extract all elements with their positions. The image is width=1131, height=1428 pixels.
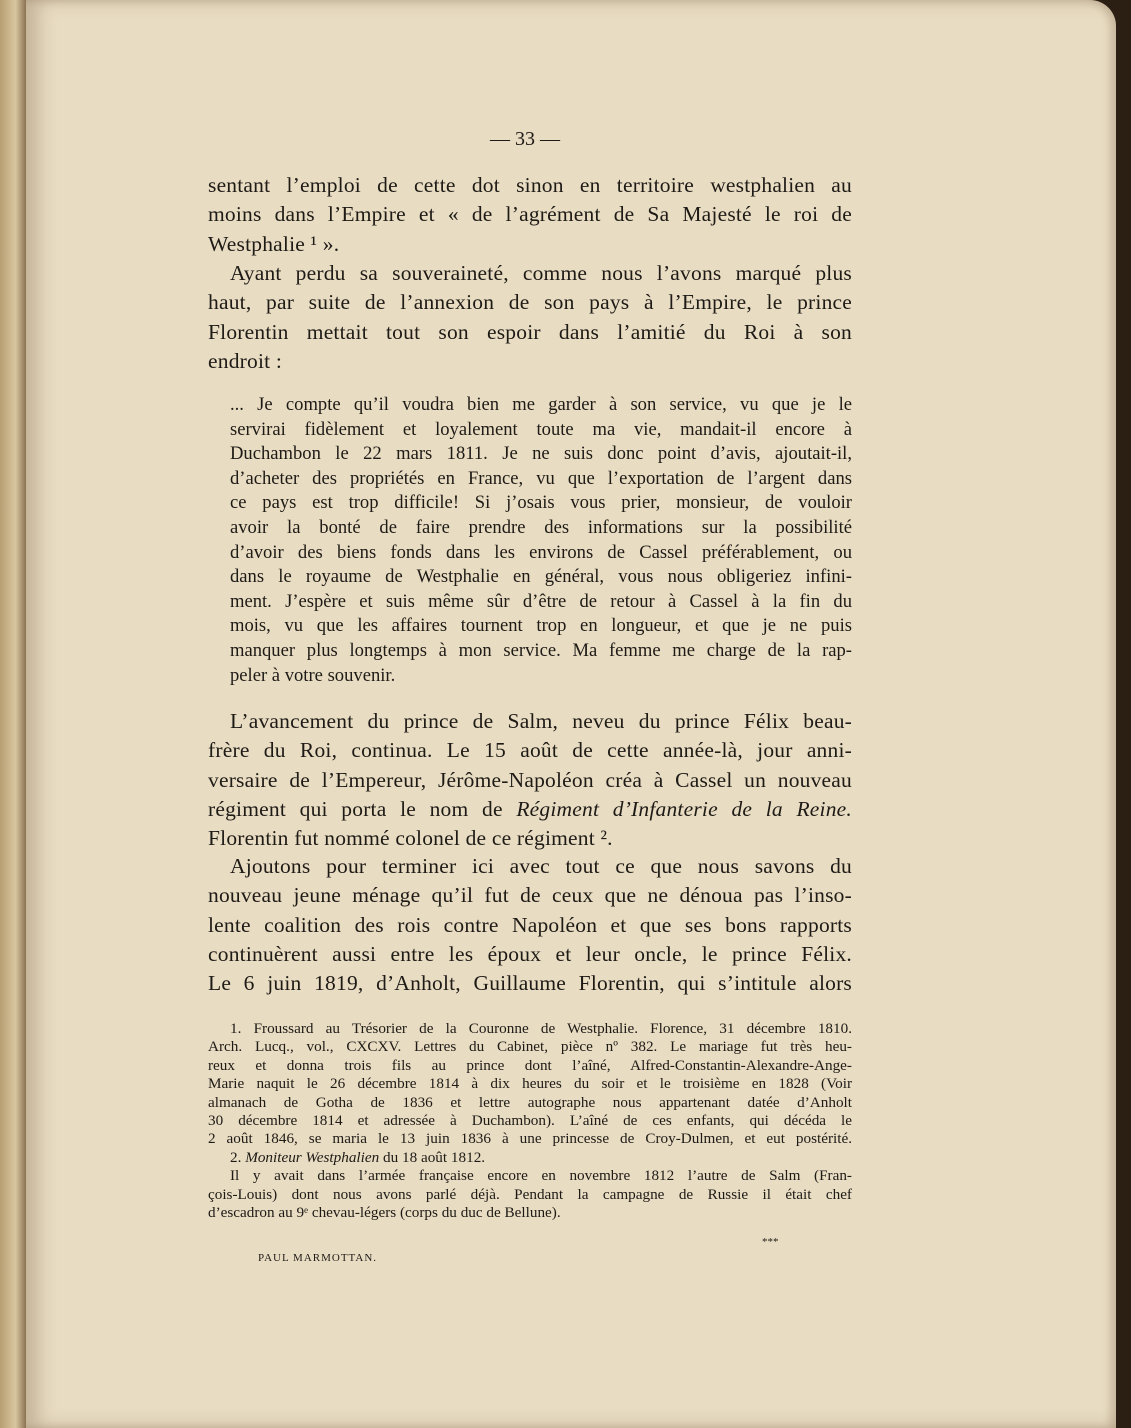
text-line: nouveau jeune ménage qu’il fut de ceux que ne dénoua pas l’inso- — [208, 883, 852, 908]
footnote-line: Arch. Lucq., vol., CXCXV. Lettres du Cabinet, pièce nº 382. Le mariage fut très heu- — [208, 1038, 852, 1056]
quote-line: servirai fidèlement et loyalement toute ma vie, mandait-il encore à — [230, 418, 852, 440]
section-stars: *** — [762, 1236, 779, 1248]
quote-line: d’acheter des propriétés en France, vu que l’exportation de l’argent dans — [230, 467, 852, 489]
text-line: endroit : — [208, 348, 283, 373]
text-line: lente coalition des rois contre Napoléon et que ses bons rapports — [208, 912, 852, 937]
text: du 18 août 1812. — [379, 1148, 486, 1166]
text-line: frère du Roi, continua. Le 15 août de cette année-là, jour anni- — [208, 738, 852, 763]
page-number: — 33 — — [490, 128, 560, 150]
quote-line: mois, vu que les affaires tournent trop en longueur, et que je ne puis — [230, 615, 852, 637]
text-line: Westphalie ¹ ». — [208, 231, 340, 256]
footnote-line — [208, 1149, 852, 1167]
text-line: L’avancement du prince de Salm, neveu du prince Félix beau- — [230, 709, 852, 733]
footnote-line: reux et donna trois fils au prince dont l’aîné, Alfred-Constantin-Alexandre-Ange- — [208, 1056, 852, 1074]
italic-title: Moniteur Westphalien — [245, 1148, 380, 1166]
text-line: haut, par suite de l’annexion de son pays à l’Empire, le prince — [208, 290, 852, 315]
italic-title: Régiment d’Infanterie de la Reine. — [516, 796, 852, 821]
quote-line: peler à votre souvenir. — [230, 664, 396, 686]
paragraph-1 — [208, 171, 852, 259]
text-line: Ayant perdu sa souveraineté, comme nous l’avons marqué plus — [230, 261, 852, 285]
text-line: continuèrent aussi entre les époux et leur oncle, le prince Félix. — [208, 941, 852, 966]
quote-line: ... Je compte qu’il voudra bien me garder à son service, vu que je le — [230, 394, 852, 415]
text-line — [208, 795, 852, 824]
footnote-line: 1. Froussard au Trésorier de la Couronne de Westphalie. Florence, 31 décembre 1810. — [230, 1020, 852, 1037]
footnote-line: d’escadron au 9ᵉ chevau-légers (corps du duc de Bellune). — [208, 1204, 561, 1222]
quote-line: Duchambon le 22 mars 1811. Je ne suis donc point d’avis, ajoutait-il, — [230, 443, 852, 465]
text-line: Le 6 juin 1819, d’Anholt, Guillaume Florentin, qui s’intitule alors — [208, 971, 852, 996]
footnote-line: Il y avait dans l’armée française encore en novembre 1812 l’autre de Salm (Fran- — [230, 1167, 852, 1185]
footnote-line: 2 août 1846, se maria le 13 juin 1836 à une princesse de Croy-Dulmen, et eut postérité. — [208, 1130, 852, 1148]
footnote-line: almanach de Gotha de 1836 et lettre autographe nous appartenant datée d’Anholt — [208, 1093, 852, 1111]
text-line: versaire de l’Empereur, Jérôme-Napoléon créa à Cassel un nouveau — [208, 767, 852, 792]
quote-line: d’avoir des biens fonds dans les environs de Cassel préférablement, ou — [230, 541, 852, 563]
text: régiment qui porta le nom de — [208, 796, 517, 821]
footnote-line: çois-Louis) dont nous avons parlé déjà. Pendant la campagne de Russie il était chef — [208, 1185, 852, 1203]
text-line: sentant l’emploi de cette dot sinon en territoire westphalien au — [208, 173, 852, 197]
quote-line: ce pays est trop difficile! Si j’osais vous prier, monsieur, de vouloir — [230, 492, 852, 514]
quote-line: manquer plus longtemps à mon service. Ma femme me charge de la rap- — [230, 639, 852, 661]
footnote-line: Marie naquit le 26 décembre 1814 à dix heures du soir et le troisième en 1828 (Voir — [208, 1075, 852, 1093]
text-line: Ajoutons pour terminer ici avec tout ce que nous savons du — [230, 854, 852, 878]
quote-line: dans le royaume de Westphalie en général, vous nous obligeriez infini- — [230, 566, 852, 588]
quote-line: avoir la bonté de faire prendre des informations sur la possibilité — [230, 516, 852, 538]
footnotes — [208, 1020, 852, 1222]
footnote-number: 2. — [230, 1148, 246, 1166]
paragraph-4 — [208, 852, 852, 998]
quotation-block — [230, 393, 852, 688]
text-line: Florentin mettait tout son espoir dans l’amitié du Roi à son — [208, 319, 852, 344]
paragraph-2 — [208, 259, 852, 376]
quote-line: ment. J’espère et suis même sûr d’être de retour à Cassel à la fin du — [230, 590, 852, 612]
text-line: Florentin fut nommé colonel de ce régiment ². — [208, 826, 613, 851]
author-signature: PAUL MARMOTTAN. — [258, 1252, 378, 1264]
paragraph-3 — [208, 707, 852, 853]
text-line: moins dans l’Empire et « de l’agrément de Sa Majesté le roi de — [208, 202, 852, 227]
footnote-line: 30 décembre 1814 et adressée à Duchambon). L’aîné de ces enfants, qui décéda le — [208, 1112, 852, 1130]
previous-page-edge — [0, 0, 26, 1428]
